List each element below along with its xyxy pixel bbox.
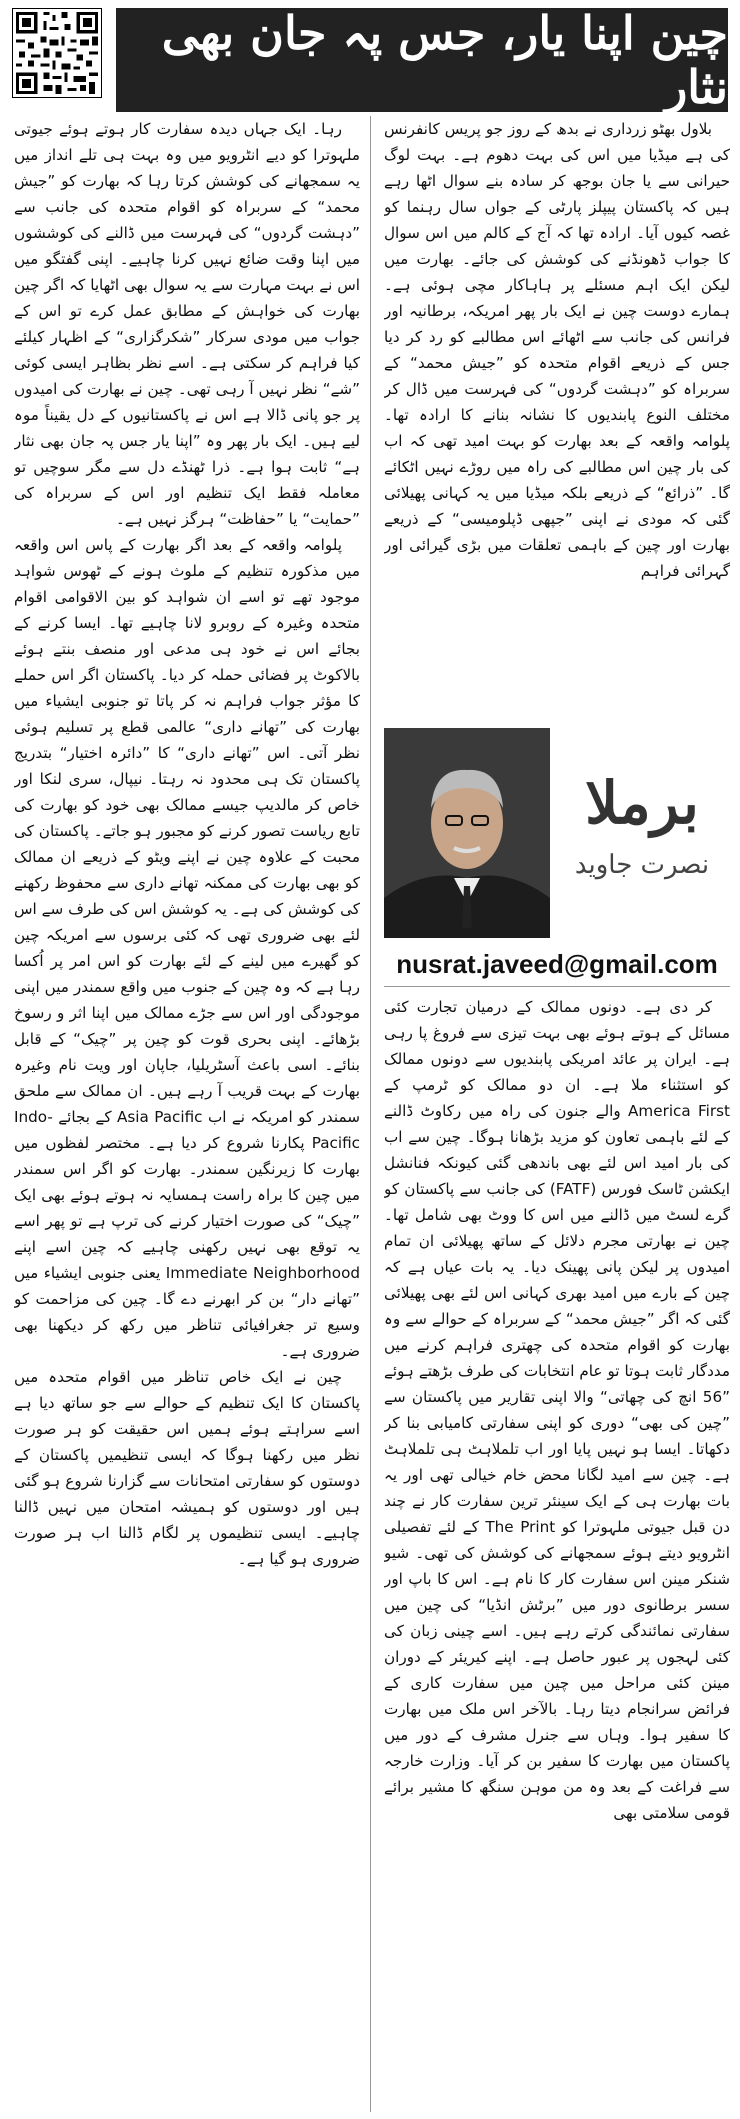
paragraph: چین نے ایک خاص تناظر میں اقوام متحدہ میں پاکستان کا ایک تنظیم کے حوالے سے جو ساتھ دیا ہے اسے سراہتے ہوئے ہمیں اس حقیقت کو ہر صورت نظر میں رکھنا ہوگا کہ ایسی تنظیمیں پاکستان کے دوستوں کو سفارتی امتحانات سے گزارنا شروع ہو گئی ہیں اور دوستوں کو ہمیشہ امتحان میں نہیں ڈالنا چاہیے۔ ایسی تنظیموں پر لگام ڈالنا اب ہر صورت ضروری ہو گیا ہے۔ bbox=[14, 1368, 360, 1568]
author-name: نصرت جاوید bbox=[574, 850, 710, 880]
paragraph: پلوامہ واقعہ کے بعد اگر بھارت کے پاس اس واقعہ میں مذکورہ تنظیم کے ملوث ہونے کے ٹھوس شواہد موجود تھے تو اسے ان شواہد کو بین الاقوامی اقوام متحدہ وغیرہ کے روبرو لانا چاہیے تھا۔ ایسا کرنے کے بجائے اس نے خود ہی مدعی اور منصف بنتے ہوئے بالاکوٹ پر فضائی حملہ کر دیا۔ پاکستان اگر اس حملے کا مؤثر جواب فراہم نہ کر پاتا تو جنوبی ایشیاء میں بھارت کی ”تھانے داری“ عالمی قطع پر تسلیم ہوئی نظر آتی۔ اس ”تھانے داری“ کا ”دائرہ اختیار“ بتدریج پاکستان تک ہی محدود نہ رہتا۔ نیپال، سری لنکا اور خاص کر مالدیپ جیسے ممالک بھی خود کو بھارت کی تابع ریاست تصور کرنے کو مجبور ہو جاتے۔ پاکستان کی محبت کے علاوہ چین نے اپنے ویٹو کے ذریعے ان ممالک کو بھی بھارت کی ممکنہ تھانے داری سے محفوظ رکھنے کی کوشش کی ہے۔ یہ کوشش اس کی طرف سے اس لئے بھی ضروری تھی کہ کئی برسوں سے امریکہ چین کو گھیرے میں لینے کے لئے بھارت کو اس امر پر اُکسا رہا ہے کہ وہ چین کے جنوب میں واقع سمندر میں اپنی موجودگی اور اس سے جڑے ممالک میں اپنا اثر و رسوخ بڑھائے۔ اپنی بحری قوت کو چین پر ”چیک“ کے قابل بنائے۔ اسی باعث آسٹریلیا، جاپان اور ویت نام وغیرہ بھارت کے بہت قریب آ رہے ہیں۔ ان ممالک سے ملحق سمندر کو امریکہ نے اب Asia Pacific کے بجائے Indo-Pacific پکارنا شروع کر دیا ہے۔ مختصر لفظوں میں بھارت کا زیرنگین سمندر۔ بھارت کو اگر اس سمندر میں چین کا براہ راست ہمسایہ نہ ہوتے ہوئے بھی ایک ”چیک“ کی صورت اختیار کرنے کی ترپ ہے تو پھر اسے یہ توقع بھی نہیں رکھنی چاہیے کہ چین اسے اپنے Immediate Neighborhood یعنی جنوبی ایشیاء میں ”تھانے دار“ بن کر ابھرنے دے گا۔ چین کی مزاحمت کو وسیع تر جغرافیائی تناظر میں رکھ کر دیکھنا بھی ضروری ہے۔ bbox=[14, 536, 360, 1360]
author-email[interactable]: nusrat.javeed@gmail.com bbox=[384, 942, 730, 987]
article-column-right-bottom bbox=[384, 994, 730, 2112]
column-name: برملا bbox=[585, 769, 699, 837]
paragraph: رہا۔ ایک جہاں دیدہ سفارت کار ہوتے ہوئے جیوتی ملہوترا کو دیے انٹرویو میں وہ بہت ہی تلے انداز میں یہ سمجھانے کی کوشش کرتا رہا کہ بھارت کو ”جیش محمد“ کے سربراہ کو اقوام متحدہ کی جانب سے ”دہشت گردوں“ کی فہرست میں ڈالنے کی کوششوں میں اپنا وقت ضائع نہیں کرنا چاہیے۔ اپنی گفتگو میں اس نے بہت مہارت سے یہ سوال بھی اٹھایا کہ اگر چین بھارت کی خواہش کے مطابق عمل کرے تو اس کے جواب میں مودی سرکار ”شکرگزاری“ کے اظہار کیلئے کیا فراہم کر سکتی ہے۔ اسے نظر بظاہر ایسی کوئی ”شے“ نظر نہیں آ رہی تھی۔ چین نے بھارت کی امیدوں پر جو پانی ڈالا ہے اس نے پاکستانیوں کے دل یقیناً موہ لیے ہیں۔ ایک بار پھر وہ ”اپنا یار جس پہ جان بھی نثار ہے“ ثابت ہوا ہے۔ ذرا ٹھنڈے دل سے مگر سوچیں تو معاملہ فقط ایک تنظیم اور اس کے سربراہ کی ”حمایت“ یا ”حفاظت“ ہرگز نہیں ہے۔ bbox=[14, 120, 360, 528]
article-column-right-top bbox=[384, 116, 730, 720]
paragraph: کر دی ہے۔ دونوں ممالک کے درمیان تجارت کئی مسائل کے ہوتے ہوئے بھی بہت تیزی سے فروغ پا رہی ہے۔ ایران پر عائد امریکی پابندیوں سے دونوں ممالک کو استثناء ملا ہے۔ ان دو ممالک کو ٹرمپ کے America First والے جنون کی راہ میں رکاوٹ ڈالنے کے لئے باہمی تعاون کو مزید بڑھانا ہوگا۔ چین سے اب کی بار امید اس لئے بھی باندھی گئی کیونکہ فنانشل ایکشن ٹاسک فورس (FATF) کی جانب سے پاکستان کو گرے لسٹ میں ڈالنے میں اس کا ووٹ بھی شامل تھا۔ چین نے بھارتی مجرم دلائل کے ساتھ پھیلائی ان تمام امیدوں پر لیکن پانی پھینک دیا۔ یہ بات عیاں ہے کہ چین کے بارے میں امید بھری کہانی اس لئے بھی پھیلائی گئی کہ اگر ”جیش محمد“ کے سربراہ کے حوالے سے وہ بھارت کو اقوام متحدہ کی چھتری فراہم کرنے میں مددگار ثابت ہوتا تو عام انتخابات کی طرف بڑھتے ہوئے ”56 انچ کی چھاتی“ والا اپنی تقاریر میں پاکستان سے ”چین کی بھی“ دوری کو اپنی سفارتی کامیابی بنا کر دکھاتا۔ ایسا ہو نہیں پایا اور اب تلملاہٹ ہی تلملاہٹ ہے۔ چین سے امید لگانا محض خام خیالی تھی اور یہ بات بھارت ہی کے ایک سینئر ترین سفارت کار نے چند دن قبل جیوتی ملہوترا کو The Print کے لئے تفصیلی انٹرویو دیتے ہوئے سمجھانے کی کوشش کی تھی۔ شیو شنکر مینن اس سفارت کار کا نام ہے۔ اس کا باپ اور سسر برطانوی دور میں ”برٹش انڈیا“ کی چین میں سفارتی نمائندگی کرتے رہے ہیں۔ اسے چینی زبان کی کئی لہجوں پر عبور حاصل ہے۔ اپنے کیریئر کے دوران مینن کئی مراحل میں چین میں سفارت کاری کے فرائض سرانجام دیتا رہا۔ بالآخر اس ملک میں بھارت کا سفیر ہوا۔ وہاں سے جنرل مشرف کے دور میں پاکستان میں بھارت کا سفیر بن کر آیا۔ وزارت خارجہ سے فراغت کے بعد وہ من موہن سنگھ کا مشیر برائے قومی سلامتی بھی bbox=[384, 998, 730, 1822]
headline: چین اپنا یار، جس پہ جان بھی نثار bbox=[161, 6, 728, 114]
column-divider bbox=[370, 116, 371, 2112]
column-logo bbox=[554, 728, 730, 938]
author-photo bbox=[384, 728, 550, 938]
paragraph: بلاول بھٹو زرداری نے بدھ کے روز جو پریس کانفرنس کی ہے میڈیا میں اس کی بہت دھوم ہے۔ بہت لوگ حیرانی سے یا جان بوجھ کر سادہ بنے سوال اٹھا رہے ہیں کہ پاکستان پیپلز پارٹی کے جواں سال رہنما کو غصہ کیوں آیا۔ ارادہ تھا کہ آج کے کالم میں اس سوال کا جواب ڈھونڈنے کی کوشش کی جائے۔ بھارت میں لیکن ایک اہم مسئلے پر ہاہاکار مچی ہوئی ہے۔ ہمارے دوست چین نے ایک بار پھر امریکہ، برطانیہ اور فرانس کی جانب سے اٹھائے اس مطالبے کو رد کر دیا جس کے ذریعے اقوام متحدہ کو ”جیش محمد“ کے سربراہ کو ”دہشت گردوں“ کی فہرست میں ڈال کر مختلف النوع پابندیوں کا نشانہ بنانے کا ارادہ تھا۔ پلوامہ واقعہ کے بعد بھارت کو بہت امید تھی کہ اب کی بار چین اس مطالبے کی راہ میں روڑے نہیں اٹکائے گا۔ ”ذرائع“ کے ذریعے بلکہ میڈیا میں یہ کہانی پھیلائی گئی کہ مودی نے اپنی ”جپھی ڈپلومیسی“ کے ذریعے بھارت اور چین کے باہمی تعلقات میں بڑی گیرائی اور گہرائی فراہم bbox=[384, 120, 730, 580]
article-column-left bbox=[14, 116, 360, 2112]
qr-code-icon bbox=[12, 8, 102, 98]
headline-banner bbox=[116, 8, 728, 112]
